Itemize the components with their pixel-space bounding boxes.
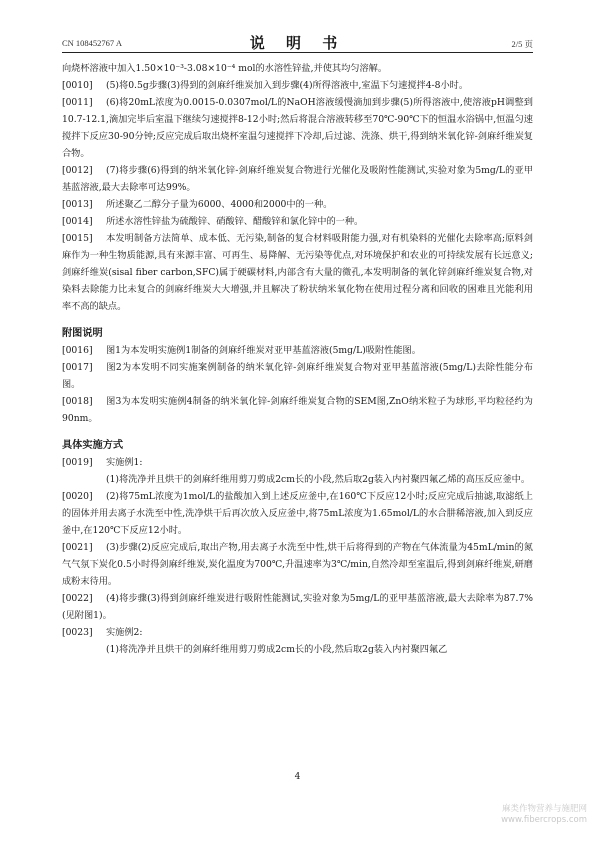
paragraph-number: [0016] xyxy=(62,345,93,356)
document-body xyxy=(62,60,533,658)
paragraph xyxy=(62,641,533,658)
paragraph-number: [0010] xyxy=(62,80,93,91)
paragraph-number: [0011] xyxy=(62,97,93,108)
paragraph-text: (2)将75mL浓度为1mol/L的盐酸加入到上述反应釜中,在160℃下反应12小时;反应完成后抽滤,取滤纸上的固体并用去离子水洗至中性,洗净烘干后再次放入反应釜中,将75mL浓度为1.65mol/L的水合肼稀溶液,加入到反应釜中,在120℃下反应12小时。 xyxy=(62,491,533,536)
paragraph xyxy=(62,94,533,162)
document-number: CN 108452767 A xyxy=(62,38,122,48)
page-indicator: 2/5 页 xyxy=(511,39,533,49)
paragraph-text: 本发明制备方法简单、成本低、无污染,制备的复合材料吸附能力强,对有机染料的光催化去除率高;原料剑麻作为一种生物质能源,具有来源丰富、可再生、易降解、无污染等优点,对环境保护和农业的可持续发展有长远意义;剑麻纤维炭(sisal fiber carbon,SFC)属于硬碳材料,内部含有大量的微孔,本发明制备的氧化锌剑麻纤维炭复合物,对染料去除能力比未复合的剑麻纤维炭大大增强,并且解决了粉状纳米氧化物在使用过程分离和回收的困难且光能利用率不高的缺点。 xyxy=(62,233,533,312)
paragraph-number: [0023] xyxy=(62,627,93,638)
paragraph xyxy=(62,342,533,359)
paragraph-block-top xyxy=(62,60,533,315)
paragraph-number: [0017] xyxy=(62,362,93,373)
paragraph xyxy=(62,590,533,624)
paragraph-text: (3)步骤(2)反应完成后,取出产物,用去离子水洗至中性,烘干后将得到的产物在气体流量为45mL/min的氮气气氛下炭化0.5小时得剑麻纤维炭,炭化温度为700℃,升温速率为3℃/min,自然冷却至室温后,得到剑麻纤维炭,研磨成粉末待用。 xyxy=(62,542,533,587)
watermark-line-1: 麻类作物营养与施肥网 xyxy=(501,804,587,814)
page-number: 4 xyxy=(294,772,301,782)
paragraph-number: [0021] xyxy=(62,542,93,553)
paragraph-text: 向烧杯溶液中加入1.50×10⁻³-3.08×10⁻⁴ mol的水溶性锌盐,并使其均匀溶解。 xyxy=(62,63,388,74)
site-watermark xyxy=(501,804,587,826)
watermark-line-2: www.fibercrops.com xyxy=(501,815,587,825)
paragraph xyxy=(62,196,533,213)
paragraph xyxy=(62,77,533,94)
paragraph xyxy=(62,162,533,196)
paragraph xyxy=(62,624,533,641)
paragraph xyxy=(62,471,533,488)
paragraph-number: [0015] xyxy=(62,233,93,244)
paragraph xyxy=(62,213,533,230)
paragraph-text: 图3为本发明实施例4制备的纳米氧化锌-剑麻纤维炭复合物的SEM图,ZnO纳米粒子为球形,平均粒径约为90nm。 xyxy=(62,396,533,424)
paragraph-text: 图2为本发明不同实施案例制备的纳米氧化锌-剑麻纤维炭复合物对亚甲基蓝溶液(5mg/L)去除性能分布图。 xyxy=(62,362,533,390)
paragraph-number: [0013] xyxy=(62,199,93,210)
paragraph-text: (7)将步骤(6)得到的纳米氧化锌-剑麻纤维炭复合物进行光催化及吸附性能测试,实验对象为5mg/L的亚甲基蓝溶液,最大去除率可达99%。 xyxy=(62,165,533,193)
paragraph xyxy=(62,488,533,539)
paragraph xyxy=(62,454,533,471)
paragraph-text: (4)将步骤(3)得到剑麻纤维炭进行吸附性能测试,实验对象为5mg/L的亚甲基蓝溶液,最大去除率为87.7%(见附图1)。 xyxy=(62,593,533,621)
paragraph-block-figures xyxy=(62,342,533,427)
paragraph-text: 所述聚乙二醇分子量为6000、4000和2000中的一种。 xyxy=(106,199,333,210)
paragraph-number: [0020] xyxy=(62,491,93,502)
paragraph-number: [0022] xyxy=(62,593,93,604)
paragraph xyxy=(62,60,533,77)
paragraph-text: 实施例1: xyxy=(106,457,143,468)
paragraph-number: [0012] xyxy=(62,165,93,176)
paragraph xyxy=(62,230,533,315)
paragraph-text: 图1为本发明实施例1制备的剑麻纤维炭对亚甲基蓝溶液(5mg/L)吸附性能图。 xyxy=(106,345,421,356)
paragraph-text: 实施例2: xyxy=(106,627,143,638)
section-heading-figures: 附图说明 xyxy=(62,328,103,339)
paragraph-block-embodiments xyxy=(62,454,533,658)
document-title: 说 明 书 xyxy=(249,34,346,52)
section-heading-embodiments: 具体实施方式 xyxy=(62,440,124,451)
paragraph-number: [0019] xyxy=(62,457,93,468)
paragraph-number: [0014] xyxy=(62,216,93,227)
paragraph xyxy=(62,359,533,393)
page-header xyxy=(62,30,533,53)
paragraph-text: (5)将0.5g步骤(3)得到的剑麻纤维炭加入到步骤(4)所得溶液中,室温下匀速搅拌4-8小时。 xyxy=(106,80,469,91)
paragraph-number: [0018] xyxy=(62,396,93,407)
paragraph xyxy=(62,393,533,427)
paragraph-text: 所述水溶性锌盐为硫酸锌、硝酸锌、醋酸锌和氯化锌中的一种。 xyxy=(106,216,364,227)
paragraph xyxy=(62,539,533,590)
paragraph-text: (1)将洗净并且烘干的剑麻纤维用剪刀剪成2cm长的小段,然后取2g装入内衬聚四氟乙烯的高压反应釜中。 xyxy=(106,474,531,485)
paragraph-text: (1)将洗净并且烘干的剑麻纤维用剪刀剪成2cm长的小段,然后取2g装入内衬聚四氟乙 xyxy=(106,644,448,655)
paragraph-text: (6)将20mL浓度为0.0015-0.0307mol/L的NaOH溶液缓慢滴加到步骤(5)所得溶液中,使溶液pH调整到10.7-12.1,滴加完毕后室温下继续匀速搅拌8-12小时;然后将混合溶液转移至70℃-90℃下的恒温水浴锅中,恒温匀速搅拌下反应30-90分钟;反应完成后取出烧杯室温匀速搅拌下冷却,后过滤、洗涤、烘干,得到纳米氧化锌-剑麻纤维炭复合物。 xyxy=(62,97,533,159)
